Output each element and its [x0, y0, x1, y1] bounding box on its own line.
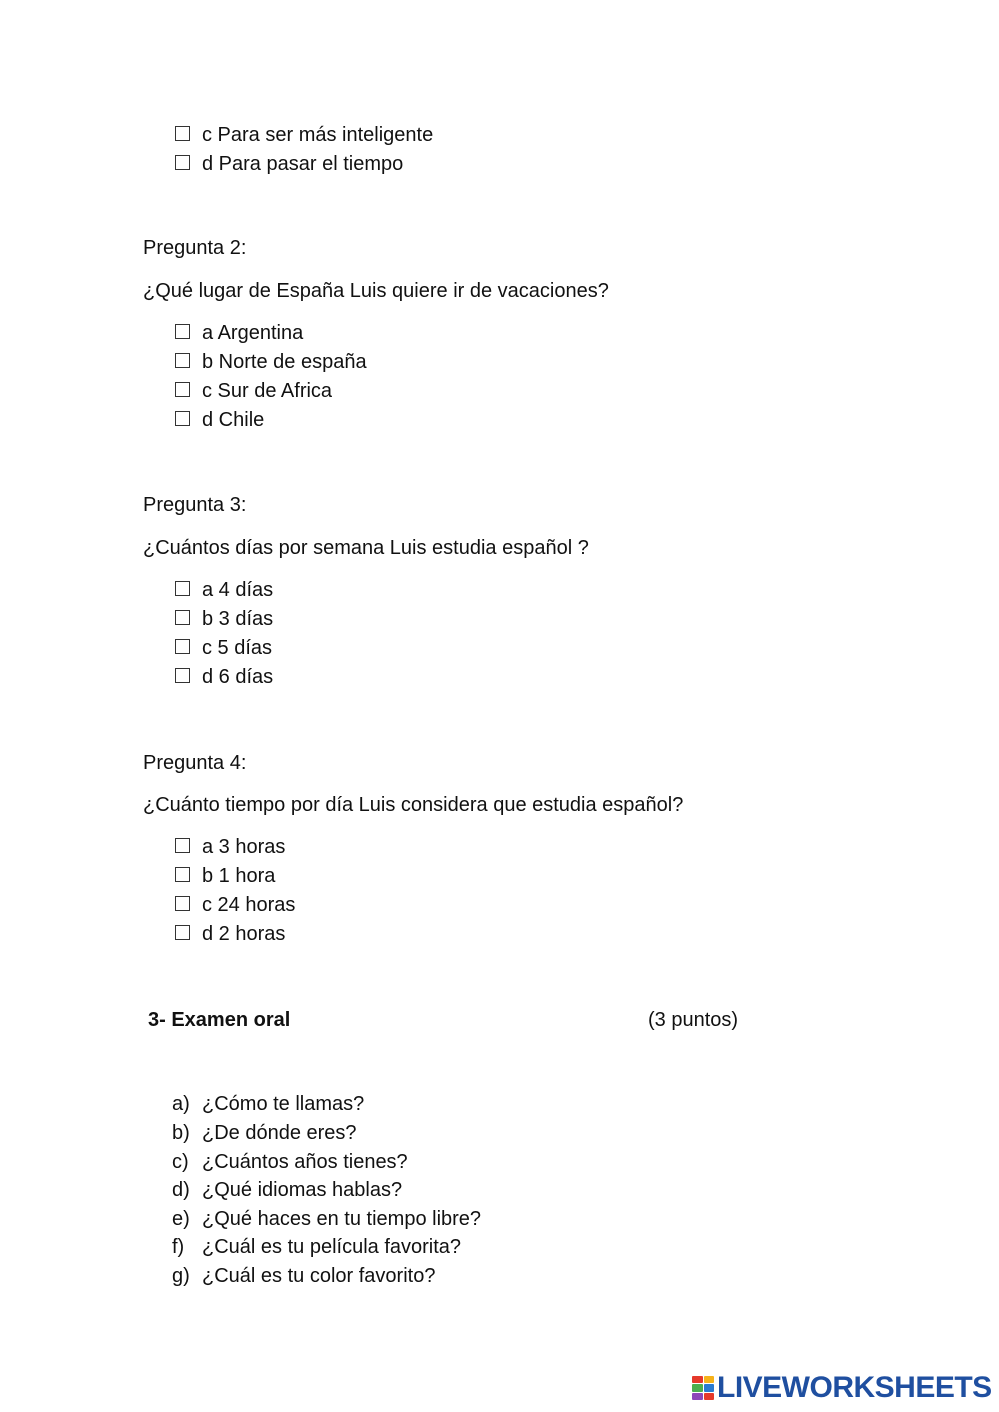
option-label: c 5 días — [202, 636, 273, 659]
q3-option-b[interactable] — [175, 607, 273, 631]
item-text: ¿Cuál es tu color favorito? — [202, 1265, 436, 1287]
q4-label: Pregunta 4: — [143, 752, 247, 774]
liveworksheets-logo — [692, 1372, 992, 1404]
oral-question-f — [172, 1235, 461, 1259]
oral-question-d — [172, 1178, 402, 1202]
q3-option-a[interactable] — [175, 578, 273, 602]
q3-option-c[interactable] — [175, 636, 272, 660]
checkbox[interactable] — [175, 610, 190, 625]
option-label: d 2 horas — [202, 922, 286, 945]
item-text: ¿De dónde eres? — [202, 1122, 357, 1144]
item-letter: g) — [172, 1265, 190, 1287]
option-label: d 6 días — [202, 665, 274, 688]
option-label: b Norte de españa — [202, 350, 367, 373]
checkbox[interactable] — [175, 382, 190, 397]
q2-option-c[interactable] — [175, 379, 332, 403]
q4-option-d[interactable] — [175, 922, 285, 946]
q4-option-b[interactable] — [175, 864, 275, 888]
checkbox[interactable] — [175, 838, 190, 853]
option-label: d Para pasar el tiempo — [202, 152, 404, 175]
item-text: ¿Cómo te llamas? — [202, 1093, 365, 1115]
option-label: c 24 horas — [202, 893, 296, 916]
checkbox[interactable] — [175, 639, 190, 654]
item-letter: f) — [172, 1236, 185, 1258]
item-letter: b) — [172, 1122, 190, 1144]
section-points: (3 puntos) — [648, 1009, 739, 1031]
q1-option-c[interactable] — [175, 123, 433, 147]
q4-question: ¿Cuánto tiempo por día Luis considera que estudia español? — [143, 794, 684, 816]
q2-option-b[interactable] — [175, 350, 367, 374]
checkbox[interactable] — [175, 324, 190, 339]
oral-question-g — [172, 1264, 435, 1288]
oral-question-c — [172, 1150, 408, 1174]
logo-mark-icon — [692, 1376, 714, 1400]
oral-question-a — [172, 1092, 364, 1116]
checkbox[interactable] — [175, 411, 190, 426]
item-letter: d) — [172, 1179, 190, 1201]
option-label: b 1 hora — [202, 864, 276, 887]
option-label: c Para ser más inteligente — [202, 123, 434, 146]
option-label: a Argentina — [202, 321, 304, 344]
option-label: c Sur de Africa — [202, 379, 333, 402]
item-text: ¿Cuántos años tienes? — [202, 1151, 408, 1173]
item-letter: a) — [172, 1093, 190, 1115]
option-label: b 3 días — [202, 607, 274, 630]
checkbox[interactable] — [175, 896, 190, 911]
oral-question-b — [172, 1121, 357, 1145]
q3-label: Pregunta 3: — [143, 494, 247, 516]
checkbox[interactable] — [175, 925, 190, 940]
q2-question: ¿Qué lugar de España Luis quiere ir de vacaciones? — [143, 280, 609, 302]
q3-question: ¿Cuántos días por semana Luis estudia español ? — [143, 537, 589, 559]
q1-option-d[interactable] — [175, 152, 403, 176]
item-letter: c) — [172, 1151, 189, 1173]
option-label: a 4 días — [202, 578, 274, 601]
item-text: ¿Qué idiomas hablas? — [202, 1179, 403, 1201]
q4-option-a[interactable] — [175, 835, 285, 859]
item-text: ¿Cuál es tu película favorita? — [202, 1236, 462, 1258]
q2-label: Pregunta 2: — [143, 237, 247, 259]
checkbox[interactable] — [175, 353, 190, 368]
option-label: d Chile — [202, 408, 265, 431]
q3-option-d[interactable] — [175, 665, 273, 689]
checkbox[interactable] — [175, 867, 190, 882]
q4-option-c[interactable] — [175, 893, 295, 917]
q2-option-a[interactable] — [175, 321, 303, 345]
oral-question-e — [172, 1207, 481, 1231]
checkbox[interactable] — [175, 126, 190, 141]
checkbox[interactable] — [175, 155, 190, 170]
checkbox[interactable] — [175, 668, 190, 683]
item-text: ¿Qué haces en tu tiempo libre? — [202, 1208, 482, 1230]
logo-text: LIVEWORKSHEETS — [717, 1371, 992, 1404]
q2-option-d[interactable] — [175, 408, 264, 432]
section-title: 3- Examen oral — [148, 1009, 291, 1031]
option-label: a 3 horas — [202, 835, 286, 858]
item-letter: e) — [172, 1208, 190, 1230]
checkbox[interactable] — [175, 581, 190, 596]
